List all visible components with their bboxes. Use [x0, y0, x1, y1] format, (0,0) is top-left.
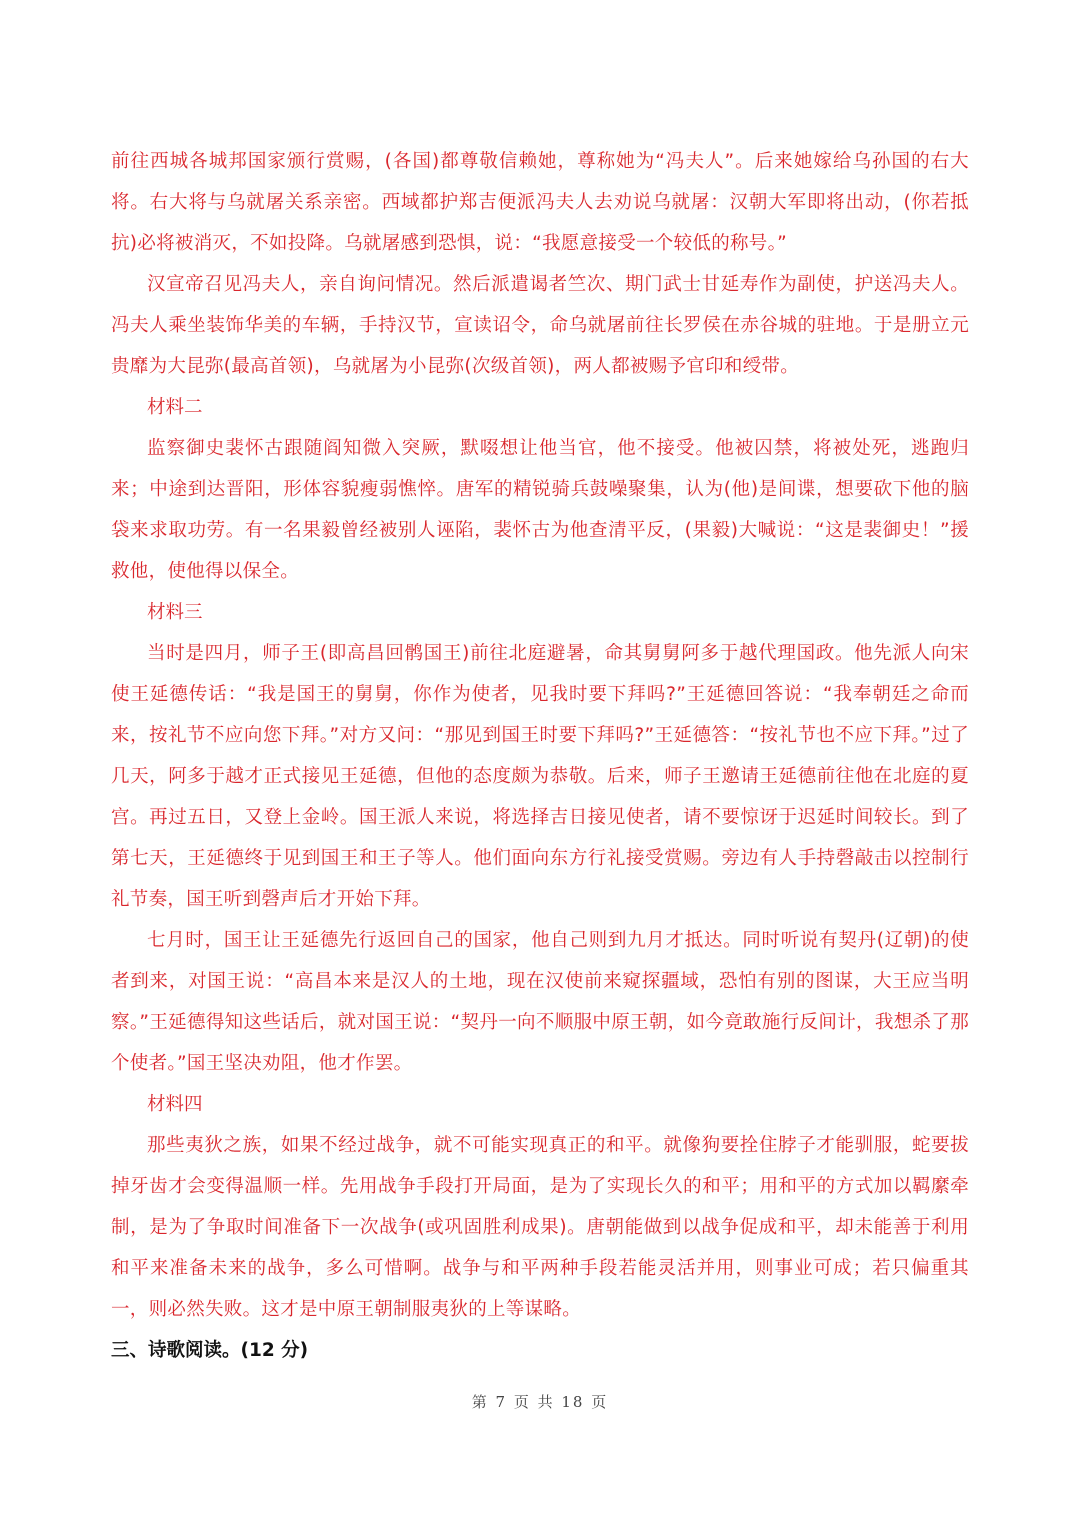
material-4-label: 材料四	[147, 1094, 203, 1115]
paragraph: 当时是四月，师子王(即高昌回鹘国王)前往北庭避暑，命其舅舅阿多于越代理国政。他先派人向宋使王延德传话：“我是国王的舅舅，你作为使者，见我时要下拜吗?”王延德回答说：“我奉朝廷之命而来，按礼节不应向您下拜。”对方又问：“那见到国王时要下拜吗?”王延德答：“按礼节也不应下拜。”过了几天，阿多于越才正式接见王延德，但他的态度颇为恭敬。后来，师子王邀请王延德前往他在北庭的夏宫。再过五日，又登上金岭。国王派人来说，将选择吉日接见使者，请不要惊讶于迟延时间较长。到了第七天，王延德终于见到国王和王子等人。他们面向东方行礼接受赏赐。旁边有人手持磬敲击以控制行礼节奏，国王听到磬声后才开始下拜。	[111, 643, 970, 910]
material-3-label: 材料三	[147, 602, 203, 623]
paragraph: 七月时，国王让王延德先行返回自己的国家，他自己则到九月才抵达。同时听说有契丹(辽朝)的使者到来，对国王说：“高昌本来是汉人的土地，现在汉使前来窥探疆域，恐怕有别的图谋，大王应当明察。”王延德得知这些话后，就对国王说：“契丹一向不顺服中原王朝，如今竟敢施行反间计，我想杀了那个使者。”国王坚决劝阻，他才作罢。	[111, 930, 969, 1074]
page-content	[111, 141, 969, 1371]
paragraph-continued: 前往西城各城邦国家颁行赏赐，(各国)都尊敬信赖她，尊称她为“冯夫人”。后来她嫁给乌孙国的右大将。右大将与乌就屠关系亲密。西域都护郑吉便派冯夫人去劝说乌就屠：汉朝大军即将出动，(你若抵抗)必将被消灭，不如投降。乌就屠感到恐惧，说：“我愿意接受一个较低的称号。”	[111, 151, 969, 254]
paragraph: 那些夷狄之族，如果不经过战争，就不可能实现真正的和平。就像狗要拴住脖子才能驯服，蛇要拔掉牙齿才会变得温顺一样。先用战争手段打开局面，是为了实现长久的和平；用和平的方式加以羁縻牵制，是为了争取时间准备下一次战争(或巩固胜利成果)。唐朝能做到以战争促成和平，却未能善于利用和平来准备未来的战争，多么可惜啊。战争与和平两种手段若能灵活并用，则事业可成；若只偏重其一，则必然失败。这才是中原王朝制服夷狄的上等谋略。	[111, 1135, 969, 1320]
paragraph: 监察御史裴怀古跟随阎知微入突厥，默啜想让他当官，他不接受。他被囚禁，将被处死，逃跑归来；中途到达晋阳，形体容貌瘦弱憔悴。唐军的精锐骑兵鼓噪聚集，认为(他)是间谍，想要砍下他的脑袋来求取功劳。有一名果毅曾经被别人诬陷，裴怀古为他查清平反，(果毅)大喊说：“这是裴御史！”援救他，使他得以保全。	[111, 438, 969, 582]
paragraph: 汉宣帝召见冯夫人，亲自询问情况。然后派遣谒者竺次、期门武士甘延寿作为副使，护送冯夫人。冯夫人乘坐装饰华美的车辆，手持汉节，宣读诏令，命乌就屠前往长罗侯在赤谷城的驻地。于是册立元贵靡为大昆弥(最高首领)，乌就屠为小昆弥(次级首领)，两人都被赐予官印和绶带。	[111, 274, 969, 377]
section-3-title: 三、诗歌阅读。(12 分)	[111, 1340, 309, 1361]
material-2-label: 材料二	[147, 397, 203, 418]
page-number-footer: 第 7 页 共 18 页	[471, 1393, 609, 1411]
